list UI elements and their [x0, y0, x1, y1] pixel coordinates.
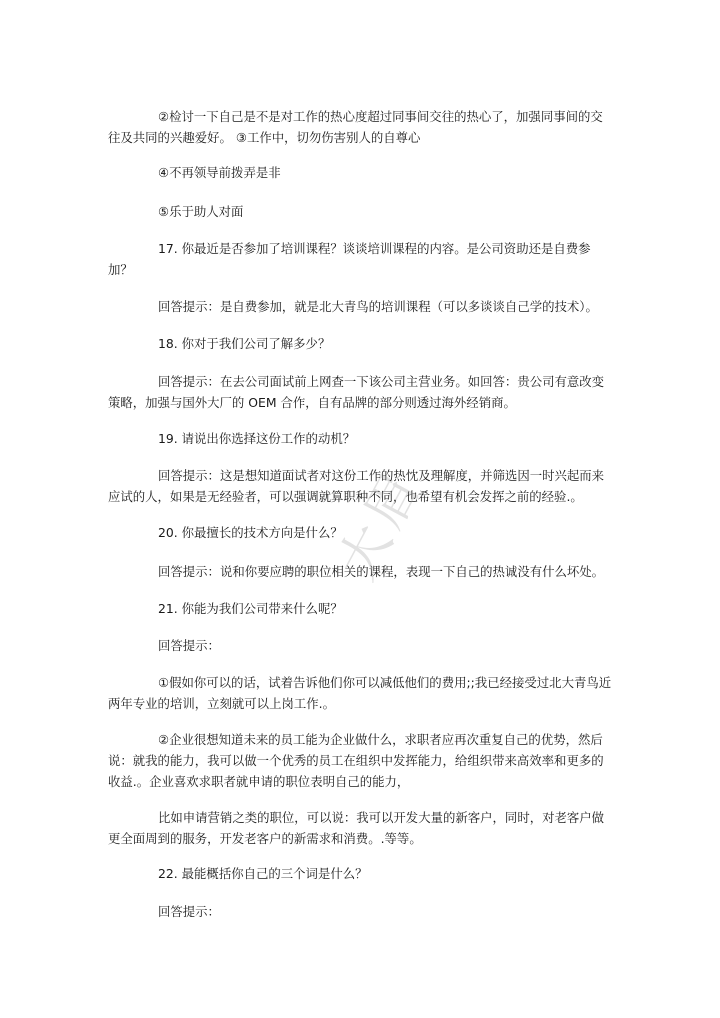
- answer-21-example: 比如申请营销之类的职位，可以说：我可以开发大量的新客户，同时，对老客户做更全面周到的服务，开发老客户的新需求和消费。.等等。: [108, 810, 605, 846]
- answer-19: 回答提示：这是想知道面试者对这份工作的热忱及理解度，并筛选因一时兴起而来应试的人，如果是无经验者，可以强调就算职种不同，也希望有机会发挥之前的经验.。: [108, 468, 605, 504]
- answer-20: 回答提示：说和你要应聘的职位相关的课程，表现一下自己的热诚没有什么坏处。: [158, 564, 605, 579]
- answer-21-point-1: ①假如你可以的话，试着告诉他们你可以减低他们的费用;;我已经接受过北大青鸟近两年专业的培训，立刻就可以上岗工作.。: [108, 675, 612, 711]
- question-22: 22. 最能概括你自己的三个词是什么？: [158, 866, 368, 881]
- question-18: 18. 你对于我们公司了解多少？: [158, 336, 331, 351]
- answer-22-label: 回答提示：: [158, 904, 220, 919]
- answer-21-point-2: ②企业很想知道未来的员工能为企业做什么，求职者应再次重复自己的优势，然后说：就我的能力，我可以做一个优秀的员工在组织中发挥能力，给组织带来高效率和更多的收益.。企业喜欢求职者就申请的职位表明自己的能力，: [108, 732, 604, 789]
- question-19: 19. 请说出你选择这份工作的动机？: [158, 431, 356, 446]
- paragraph-helpful: ⑤乐于助人对面: [158, 204, 244, 219]
- paragraph-no-gossip: ④不再领导前拨弄是非: [158, 165, 281, 180]
- answer-21-label: 回答提示：: [158, 638, 220, 653]
- paragraph-self-review: ②检讨一下自己是不是对工作的热心度超过同事间交往的热心了，加强同事间的交往及共同的兴趣爱好。 ③工作中，切勿伤害别人的自尊心: [108, 109, 603, 145]
- answer-17: 回答提示：是自费参加，就是北大青鸟的培训课程（可以多谈谈自己学的技术）。: [158, 299, 598, 314]
- question-20: 20. 你最擅长的技术方向是什么？: [158, 525, 343, 540]
- question-21: 21. 你能为我们公司带来什么呢？: [158, 601, 343, 616]
- answer-18: 回答提示：在去公司面试前上网查一下该公司主营业务。如回答：贵公司有意改变策略，加强与国外大厂的 OEM 合作，自有品牌的部分则透过海外经销商。: [108, 374, 605, 410]
- question-17: 17. 你最近是否参加了培训课程？谈谈培训课程的内容。是公司资助还是自费参加？: [108, 241, 591, 277]
- watermark: 大眉: [327, 458, 435, 590]
